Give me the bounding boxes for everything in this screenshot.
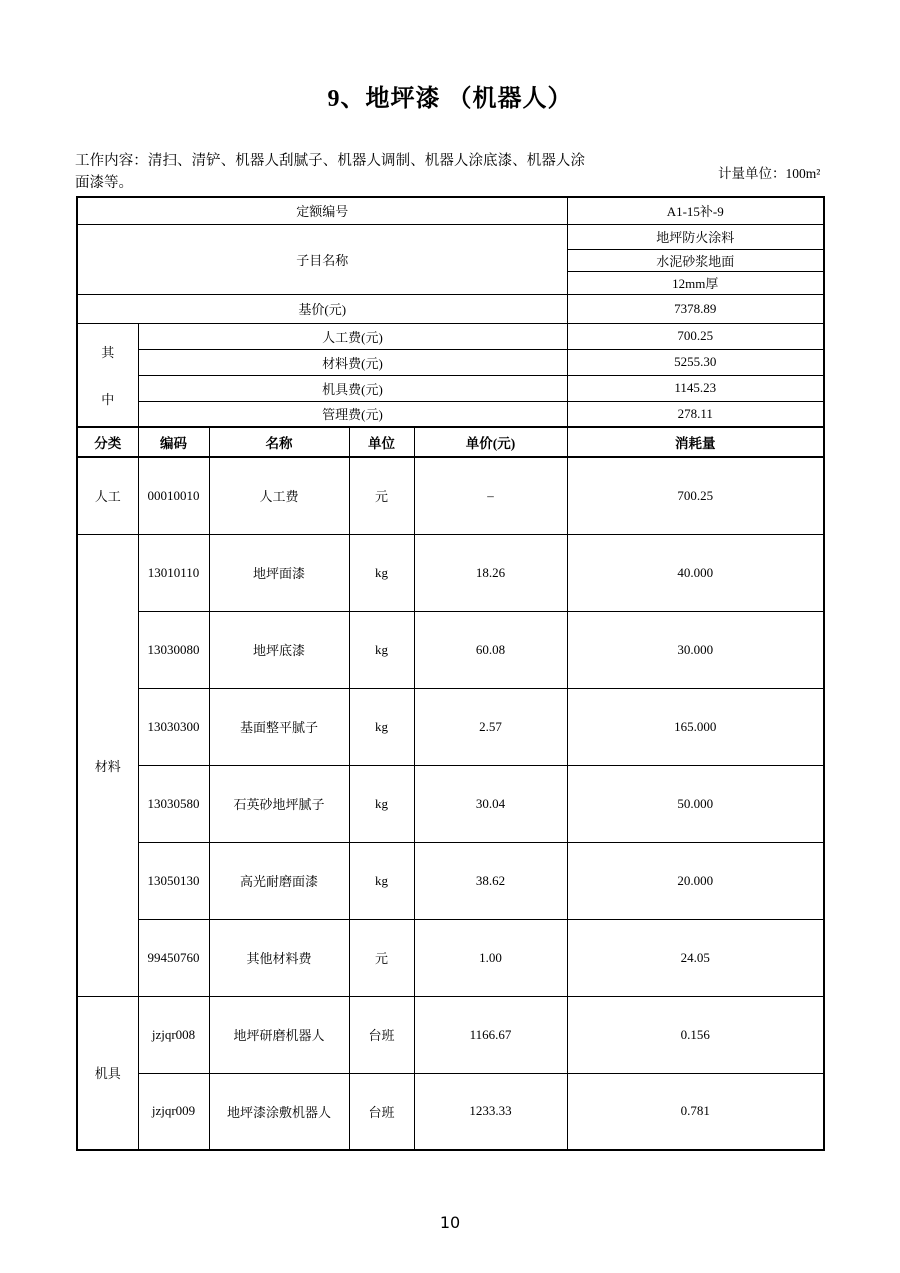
cell-code: 13030580 xyxy=(138,765,209,842)
quota-no-row xyxy=(77,197,824,224)
cell-name: 高光耐磨面漆 xyxy=(209,842,349,919)
cell-quantity: 40.000 xyxy=(567,534,824,611)
table-row xyxy=(77,457,824,534)
fee-row-labor xyxy=(77,323,824,349)
cell-quantity: 20.000 xyxy=(567,842,824,919)
quota-no-label: 定额编号 xyxy=(77,197,567,224)
col-header-code: 编码 xyxy=(138,427,209,457)
item-name-line-2: 水泥砂浆地面 xyxy=(567,249,824,271)
fee-row-machine xyxy=(77,375,824,401)
cell-quantity: 50.000 xyxy=(567,765,824,842)
cell-price: 1.00 xyxy=(414,919,567,996)
base-price-label: 基价(元) xyxy=(77,294,567,323)
cell-name: 地坪面漆 xyxy=(209,534,349,611)
fee-value-management: 278.11 xyxy=(567,401,824,427)
quota-no-value: A1-15补-9 xyxy=(567,197,824,224)
item-name-row xyxy=(77,224,824,249)
cell-unit: kg xyxy=(349,688,414,765)
cell-unit: kg xyxy=(349,842,414,919)
fee-label-management: 管理费(元) xyxy=(138,401,567,427)
measure-unit-text: 计量单位：100m² xyxy=(718,166,821,181)
item-name-label: 子目名称 xyxy=(77,224,567,294)
fee-label-labor: 人工费(元) xyxy=(138,323,567,349)
cell-quantity: 0.781 xyxy=(567,1073,824,1150)
col-header-name: 名称 xyxy=(209,427,349,457)
table-row xyxy=(77,688,824,765)
fee-label-machine: 机具费(元) xyxy=(138,375,567,401)
page-title: 9、地坪漆 （机器人） xyxy=(327,86,573,112)
item-name-line-3: 12mm厚 xyxy=(567,271,824,294)
among-stack xyxy=(78,342,138,408)
cell-name: 石英砂地坪腻子 xyxy=(209,765,349,842)
category-labor: 人工 xyxy=(77,457,138,534)
cell-name: 人工费 xyxy=(209,457,349,534)
fee-label-material: 材料费(元) xyxy=(138,349,567,375)
category-material: 材料 xyxy=(77,534,138,996)
fee-value-material: 5255.30 xyxy=(567,349,824,375)
cell-price: 60.08 xyxy=(414,611,567,688)
item-name-line-1: 地坪防火涂料 xyxy=(567,224,824,249)
cell-price: 2.57 xyxy=(414,688,567,765)
cell-price: 30.04 xyxy=(414,765,567,842)
cell-price: – xyxy=(414,457,567,534)
col-header-price: 单价(元) xyxy=(414,427,567,457)
cell-unit: kg xyxy=(349,765,414,842)
base-price-value: 7378.89 xyxy=(567,294,824,323)
cell-quantity: 700.25 xyxy=(567,457,824,534)
base-price-row xyxy=(77,294,824,323)
fee-value-machine: 1145.23 xyxy=(567,375,824,401)
cell-name: 基面整平腻子 xyxy=(209,688,349,765)
cell-code: 13010110 xyxy=(138,534,209,611)
cell-quantity: 24.05 xyxy=(567,919,824,996)
cell-name: 地坪研磨机器人 xyxy=(209,996,349,1073)
cell-code: 13050130 xyxy=(138,842,209,919)
cell-code: 13030300 xyxy=(138,688,209,765)
cell-code: jzjqr008 xyxy=(138,996,209,1073)
cell-name: 地坪底漆 xyxy=(209,611,349,688)
cell-code: 00010010 xyxy=(138,457,209,534)
table-row xyxy=(77,996,824,1073)
cell-price: 1166.67 xyxy=(414,996,567,1073)
cell-code: jzjqr009 xyxy=(138,1073,209,1150)
col-header-category: 分类 xyxy=(77,427,138,457)
cell-name: 地坪漆涂敷机器人 xyxy=(209,1073,349,1150)
col-header-quantity: 消耗量 xyxy=(567,427,824,457)
category-machine: 机具 xyxy=(77,996,138,1150)
table-row xyxy=(77,1073,824,1150)
cell-code: 13030080 xyxy=(138,611,209,688)
among-char-2: 中 xyxy=(101,391,115,407)
column-header-row xyxy=(77,427,824,457)
cell-unit: kg xyxy=(349,534,414,611)
col-header-unit: 单位 xyxy=(349,427,414,457)
table-row xyxy=(77,611,824,688)
cell-unit: 元 xyxy=(349,457,414,534)
cell-quantity: 30.000 xyxy=(567,611,824,688)
cell-code: 99450760 xyxy=(138,919,209,996)
fee-row-management xyxy=(77,401,824,427)
cell-unit: kg xyxy=(349,611,414,688)
table-row xyxy=(77,534,824,611)
cell-name: 其他材料费 xyxy=(209,919,349,996)
cell-price: 38.62 xyxy=(414,842,567,919)
among-label xyxy=(77,323,138,427)
quota-table xyxy=(76,196,825,1151)
table-row xyxy=(77,919,824,996)
page-number: 10 xyxy=(439,1213,461,1232)
cell-quantity: 0.156 xyxy=(567,996,824,1073)
cell-price: 1233.33 xyxy=(414,1073,567,1150)
work-content-text: 工作内容：清扫、清铲、机器人刮腻子、机器人调制、机器人涂底漆、机器人涂面漆等。 xyxy=(75,153,585,192)
cell-unit: 台班 xyxy=(349,996,414,1073)
cell-unit: 台班 xyxy=(349,1073,414,1150)
fee-value-labor: 700.25 xyxy=(567,323,824,349)
cell-unit: 元 xyxy=(349,919,414,996)
table-row xyxy=(77,765,824,842)
fee-row-material xyxy=(77,349,824,375)
cell-price: 18.26 xyxy=(414,534,567,611)
table-row xyxy=(77,842,824,919)
cell-quantity: 165.000 xyxy=(567,688,824,765)
among-char-1: 其 xyxy=(101,344,115,360)
